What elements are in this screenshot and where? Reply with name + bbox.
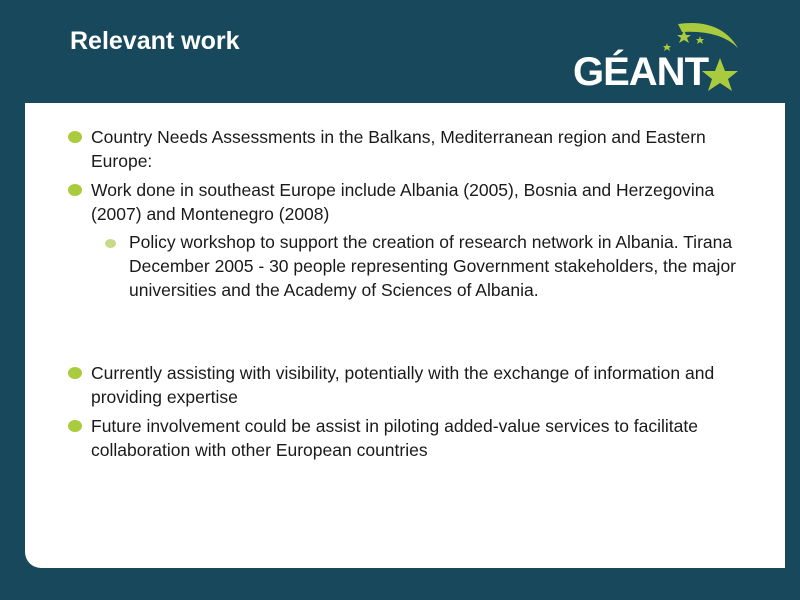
bullet-item: Future involvement could be assist in piloting added-value services to facilitate collaboration with other European countries — [91, 414, 741, 462]
bullet-item: Currently assisting with visibility, potentially with the exchange of information and providing expertise — [91, 361, 741, 409]
logo-wordmark: GÉANT — [573, 50, 708, 94]
bullet-dot-icon — [68, 131, 82, 143]
bullet-item: Country Needs Assessments in the Balkans, Mediterranean region and Eastern Europe: — [91, 125, 741, 173]
sub-bullet-item: Policy workshop to support the creation of research network in Albania. Tirana December 2005 - 30 people representing Government stakeholders, the major universities and the Academy of Sciences of Albania. — [129, 230, 749, 302]
slide-title: Relevant work — [70, 27, 240, 55]
bullet-dot-icon — [68, 420, 82, 432]
bullet-dot-icon — [68, 184, 82, 196]
geant-logo — [570, 18, 740, 93]
sub-bullet-dot-icon — [105, 239, 116, 248]
bullet-dot-icon — [68, 367, 82, 379]
content-panel — [25, 103, 785, 568]
bullet-item: Work done in southeast Europe include Albania (2005), Bosnia and Herzegovina (2007) and Montenegro (2008) — [91, 178, 741, 226]
footer-tagline: connect • communicate • collaborate — [577, 545, 739, 556]
